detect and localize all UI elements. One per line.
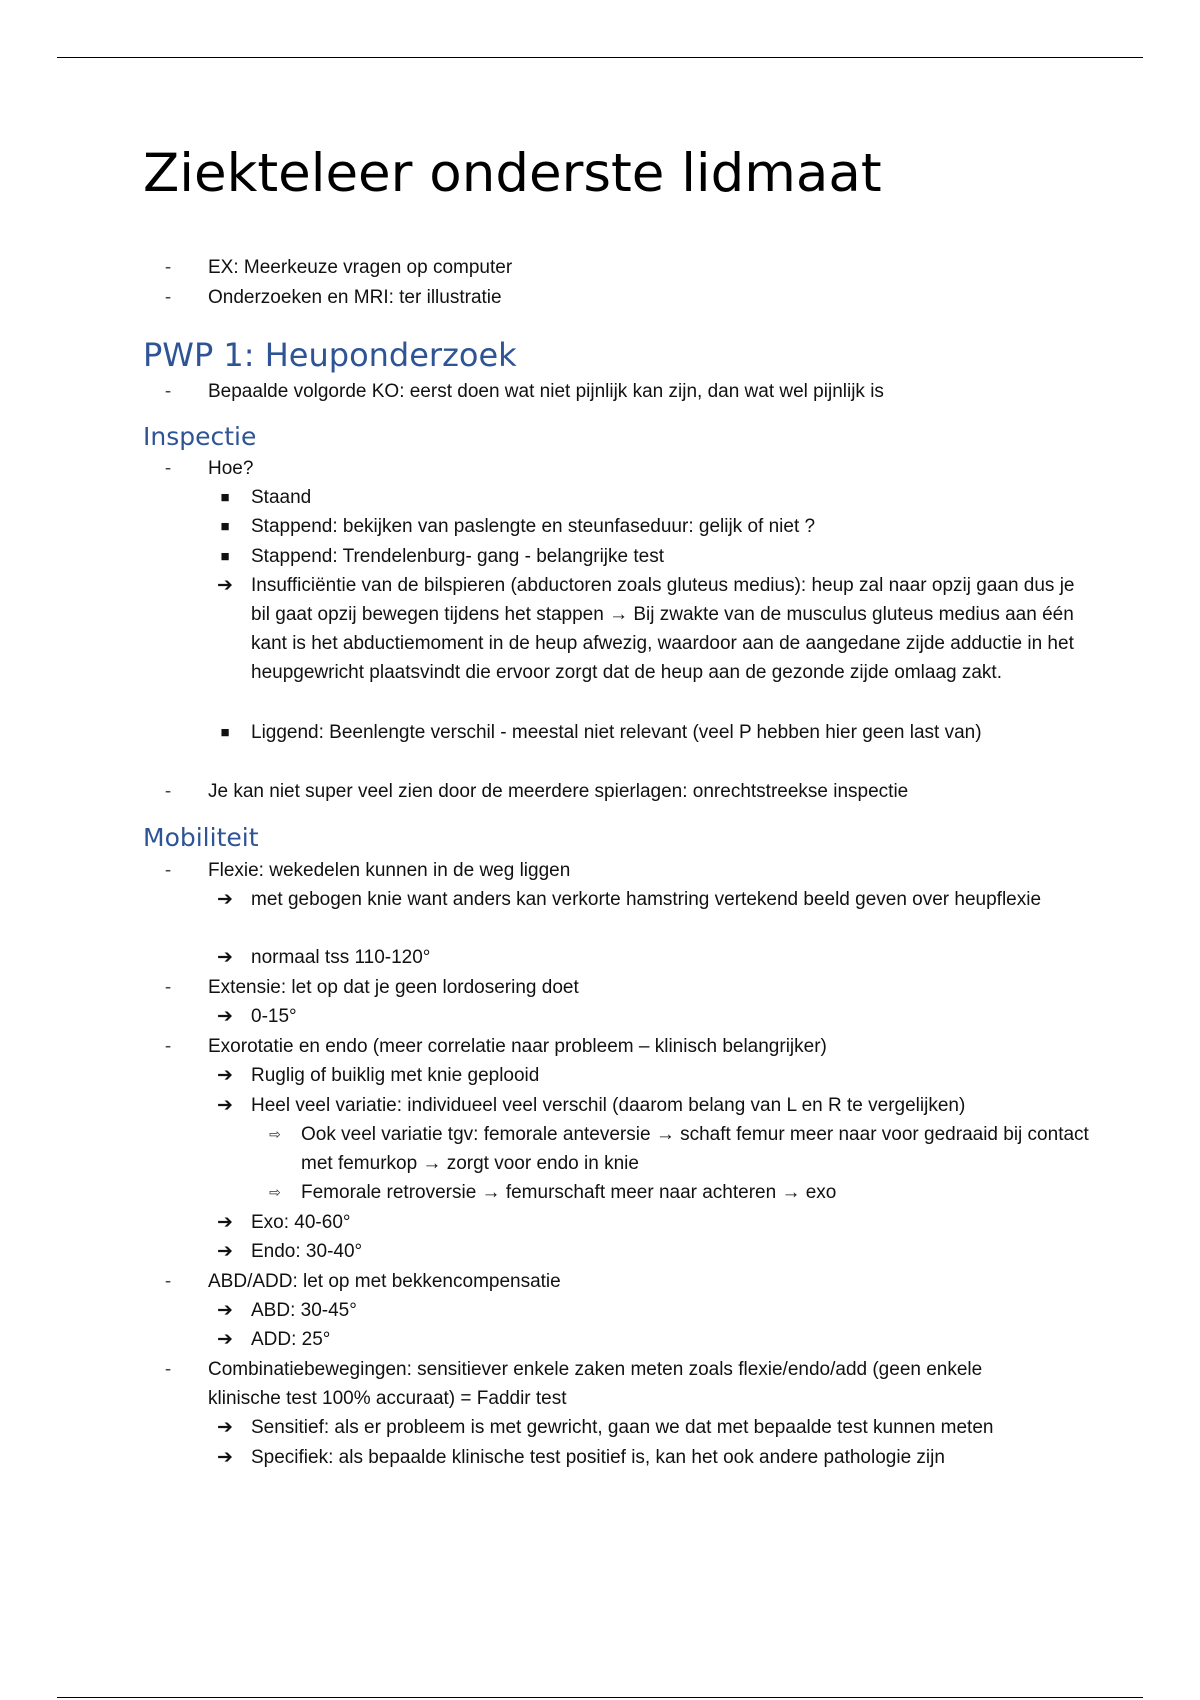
list-item: - Hoe?	[208, 454, 1048, 483]
dash-bullet-icon: -	[164, 1036, 172, 1057]
arrow-bullet-icon: ➔	[217, 1329, 233, 1350]
list-item: ■ Stappend: Trendelenburg- gang - belangrijke test	[251, 542, 1091, 571]
list-item: ➔ Insufficiëntie van de bilspieren (abductoren zoals gluteus medius): heup zal naar opzij gaan dus je bil gaat opzij bewegen tijdens het stappen → Bij zwakte van de musculus gluteus medius aan één kant is het abductiemoment in de heup afwezig, waardoor aan de aangedane zijde adductie in het heupgewricht plaatsvindt die ervoor zorgt dat de heup aan de gezonde zijde omlaag zakt.	[251, 571, 1091, 687]
arrow-bullet-icon: ➔	[217, 575, 233, 596]
list-item: ➔ ADD: 25°	[251, 1325, 1091, 1354]
list-item: ■ Liggend: Beenlengte verschil - meestal niet relevant (veel P hebben hier geen last van)	[251, 718, 1091, 747]
heading-inspectie: Inspectie	[143, 422, 257, 451]
dash-bullet-icon: -	[164, 1271, 172, 1292]
arrow-bullet-icon: ➔	[217, 1212, 233, 1233]
hollow-arrow-bullet-icon: ⇨	[269, 1184, 281, 1200]
list-item: ➔ Sensitief: als er probleem is met gewricht, gaan we dat met bepaalde test kunnen meten	[251, 1413, 1091, 1442]
arrow-bullet-icon: ➔	[217, 1300, 233, 1321]
dash-bullet-icon: -	[164, 977, 172, 998]
dash-bullet-icon: -	[164, 1359, 172, 1380]
document-title: Ziekteleer onderste lidmaat	[143, 143, 882, 204]
square-bullet-icon: ■	[220, 518, 230, 535]
dash-bullet-icon: -	[164, 381, 172, 402]
list-item: ⇨ Femorale retroversie → femurschaft meer naar achteren → exo	[301, 1178, 1111, 1207]
list-item: ⇨ Ook veel variatie tgv: femorale anteversie → schaft femur meer naar voor gedraaid bij contact met femurkop → zorgt voor endo in knie	[301, 1120, 1111, 1178]
list-item: ➔ Endo: 30-40°	[251, 1237, 1091, 1266]
square-bullet-icon: ■	[220, 548, 230, 565]
arrow-bullet-icon: ➔	[217, 1065, 233, 1086]
list-item: - Extensie: let op dat je geen lordosering doet	[208, 973, 1048, 1002]
list-item: ■ Staand	[251, 483, 1091, 512]
heading-mobiliteit: Mobiliteit	[143, 823, 259, 852]
square-bullet-icon: ■	[220, 724, 230, 741]
list-item: ■ Stappend: bekijken van paslengte en steunfaseduur: gelijk of niet ?	[251, 512, 1091, 541]
arrow-bullet-icon: ➔	[217, 947, 233, 968]
hollow-arrow-bullet-icon: ⇨	[269, 1126, 281, 1142]
list-item: ➔ 0-15°	[251, 1002, 1091, 1031]
list-item: - Exorotatie en endo (meer correlatie naar probleem – klinisch belangrijker)	[208, 1032, 1048, 1061]
dash-bullet-icon: -	[164, 257, 172, 278]
arrow-bullet-icon: ➔	[217, 1447, 233, 1468]
arrow-bullet-icon: ➔	[217, 889, 233, 910]
list-item: ➔ Specifiek: als bepaalde klinische test positief is, kan het ook andere pathologie zijn	[251, 1443, 1091, 1472]
arrow-bullet-icon: ➔	[217, 1095, 233, 1116]
list-item: ➔ met gebogen knie want anders kan verkorte hamstring vertekend beeld geven over heupflexie	[251, 885, 1091, 914]
square-bullet-icon: ■	[220, 489, 230, 506]
list-item: - Combinatiebewegingen: sensitiever enkele zaken meten zoals flexie/endo/add (geen enkele klinische test 100% accuraat) = Faddir test	[208, 1355, 1048, 1413]
list-item: - Flexie: wekedelen kunnen in de weg liggen	[208, 856, 1048, 885]
header-rule	[57, 57, 1143, 58]
arrow-bullet-icon: ➔	[217, 1241, 233, 1262]
dash-bullet-icon: -	[164, 458, 172, 479]
list-item: - Onderzoeken en MRI: ter illustratie	[208, 283, 1048, 312]
list-item: - Je kan niet super veel zien door de meerdere spierlagen: onrechtstreekse inspectie	[208, 777, 1048, 806]
list-item: - EX: Meerkeuze vragen op computer	[208, 253, 1048, 282]
list-item: ➔ Heel veel variatie: individueel veel verschil (daarom belang van L en R te vergelijken)	[251, 1091, 1091, 1120]
list-item: - ABD/ADD: let op met bekkencompensatie	[208, 1267, 1048, 1296]
list-item: ➔ Exo: 40-60°	[251, 1208, 1091, 1237]
list-item: ➔ ABD: 30-45°	[251, 1296, 1091, 1325]
dash-bullet-icon: -	[164, 781, 172, 802]
dash-bullet-icon: -	[164, 860, 172, 881]
list-item: ➔ Ruglig of buiklig met knie geplooid	[251, 1061, 1091, 1090]
arrow-bullet-icon: ➔	[217, 1006, 233, 1027]
heading-pwp1: PWP 1: Heuponderzoek	[143, 336, 517, 374]
footer-rule	[57, 1697, 1143, 1698]
list-item: ➔ normaal tss 110-120°	[251, 943, 1091, 972]
arrow-bullet-icon: ➔	[217, 1417, 233, 1438]
dash-bullet-icon: -	[164, 287, 172, 308]
list-item: - Bepaalde volgorde KO: eerst doen wat niet pijnlijk kan zijn, dan wat wel pijnlijk is	[208, 377, 1048, 406]
